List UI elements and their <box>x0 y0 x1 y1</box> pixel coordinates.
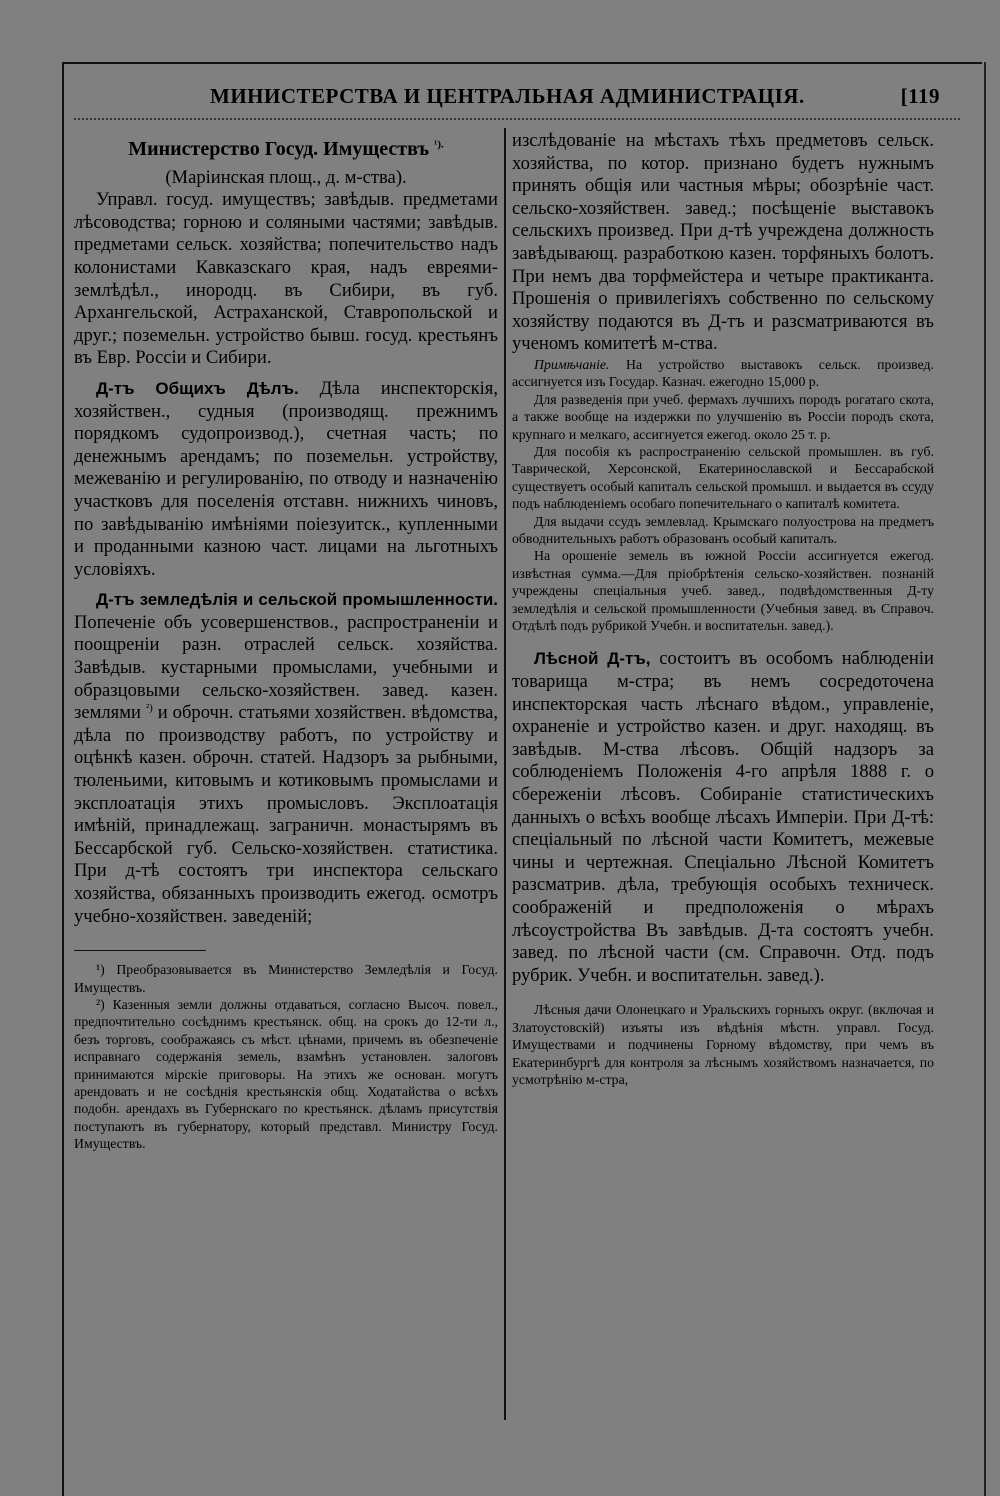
dept-forestry <box>512 648 934 987</box>
ministry-address: (Маріинская площ., д. м-ства). <box>165 166 407 188</box>
column-divider <box>504 128 506 1420</box>
page-frame-top <box>62 62 982 64</box>
page-number: [119 <box>900 84 940 108</box>
note-irrigation: На орошеніе земель въ южной Россіи ассигнуется ежегод. извѣстная сумма.—Для пріобрѣтенія сельско-хозяйствен. познаній учреждены спеціальныя учеб. завед., подвѣдомственныя Д-ту земледѣлія и сельской промышленности (Учебныя завед. въ Справоч. Отдѣлѣ подъ рубрикой Учебн. и воспитательн. завед.). <box>512 548 934 634</box>
footnote-2: ²) Казенныя земли должны отдаваться, согласно Высоч. повел., предпочтительно сосѣднимъ крестьянск. общ. на срокъ до 12-ти л., безъ торговъ, соображаясь съ мѣст. цѣнами, причемъ въ обезпеченіе исправнаго содержанія земель, взамѣнъ установлен. залоговъ принимаются мірскіе приговоры. На этихъ же основан. могутъ арендовать и не сосѣднія крестьянскія общ. Ходатайства о всѣхъ подобн. арендахъ въ Губернскаго по крестьянск. дѣламъ присутствія поступаютъ въ губернатору, который представл. Министру Госуд. Имуществъ. <box>74 997 498 1152</box>
note-livestock: Для разведенія при учеб. фермахъ лучшихъ породъ рогатаго скота, а также вообще на издержки по улучшенію въ Россіи породъ скота, крупнаго и мелкаго, ассигнуется ежегод. около 25 т. р. <box>512 391 934 442</box>
note-industry-capital: Для пособія къ распространенію сельской промышлен. въ губ. Таврической, Херсонской, Екатеринославской и Бессарабской существуетъ особый капиталъ сельской промышл. и выдается въ ссуду подъ наблюденіемъ особаго попечительнаго о капиталѣ комитета. <box>512 443 934 512</box>
note-forest-dachas: Лѣсныя дачи Олонецкаго и Уральскихъ горныхъ округ. (включая и Златоустовскій) изъяты изъ вѣдѣнія мѣстн. управл. Госуд. Имуществами и подчинены Горному вѣдомству, при чемъ въ Екатеринбургѣ для контроля за лѣснымъ хозяйствомъ назначается, по усмотрѣнію м-стра, <box>512 1002 934 1087</box>
page-frame-left <box>62 62 64 1496</box>
page-frame-right <box>984 62 986 1496</box>
right-column <box>512 130 934 1088</box>
dept-agriculture-text-a: Попеченіе объ усовершенствов., распространеніи и поощреніи разн. отраслей сельск. хозяйства. Завѣдыв. кустарными промыслами, учебными и образцовыми сельско-хозяйствен. завед. казен. землями <box>74 611 498 724</box>
left-column <box>74 130 498 1153</box>
note-label: Примѣчаніе. <box>534 356 610 372</box>
dept-forestry-title: Лѣсной Д-тъ, <box>534 649 651 669</box>
footnote-1: ¹) Преобразовывается въ Министерство Земледѣлія и Госуд. Имуществъ. <box>74 962 498 995</box>
note-crimea-loans: Для выдачи ссудъ землевлад. Крымскаго полуострова на предметъ обводнительныхъ работъ образованъ особый капиталъ. <box>512 513 934 546</box>
dept-forestry-text: состоитъ въ особомъ наблюденіи товарища м-стра; въ немъ сосредоточена инспекторская часть лѣснаго вѣдом., управленіе, охраненіе и устройство казен. и друг. находящ. въ завѣдыв. М-ства лѣсовъ. Общій надзоръ за соблюденіемъ Положенія 4-го апрѣля 1888 г. о сбереженіи лѣсовъ. Собираніе статистическихъ данныхъ о всѣхъ вообще лѣсахъ Имперіи. При Д-тѣ: спеціальный по лѣсной части Комитетъ, межевые чины и чертежная. Спеціально Лѣсной Комитетъ разсматрив. дѣла, требующія особыхъ техническ. соображеній и предположенія о мѣрахъ лѣсоустройства Въ завѣдыв. Д-та состоятъ учебн. завед. по лѣсной части (см. Справочн. Отд. подъ рубрик. Учебн. и воспитательн. завед.). <box>512 648 934 986</box>
running-title: МИНИСТЕРСТВА И ЦЕНТРАЛЬНАЯ АДМИНИСТРАЦІЯ. <box>210 84 805 108</box>
agriculture-continued: изслѣдованіе на мѣстахъ тѣхъ предметовъ сельск. хозяйства, по котор. признано будетъ нужнымъ принять общія или частныя мѣры; обозрѣніе част. сельско-хозяйствен. завед.; посѣщеніе выставокъ сельскихъ произвед. При д-тѣ учреждена должность завѣдывающ. разработкою казен. торфяныхъ болотъ. При немъ два торфмейстера и четыре практиканта. Прошенія о привилегіяхъ собственно по сельскому хозяйству подаются въ Д-тъ и разсматриваются въ ученомъ комитетѣ м-ства. <box>512 130 934 355</box>
dept-agriculture-text-b: и оброчн. статьями хозяйствен. вѣдомства, дѣла по производству работъ, по устройству и оцѣнкѣ казен. оброчн. статей. Надзоръ за рыбными, тюленьими, китовымъ и котиковымъ промыслами и эксплоатація этихъ промысловъ. Эксплоатація имѣній, принадлежащ. заграничн. монастырямъ въ Бессарбской губ. Сельско-хозяйствен. статистика. При д-тѣ состоятъ три инспектора сельскаго хозяйства, обязанныхъ производить ежегод. осмотръ учебно-хозяйствен. заведеній; <box>74 702 498 927</box>
running-header <box>72 84 940 114</box>
dept-general-affairs-text: Дѣла инспекторскія, хозяйствен., судныя (производящ. прежнимъ порядкомъ судопроизвод.), счетная часть; по денежнымъ арендамъ; по поземельн. устройству, межеванію и регулированію, по отводу и назначенію участковъ для поселенія отставн. нижнихъ чиновъ, по завѣдыванію имѣніями поіезуитск., купленными и проданными казною част. лицами на льготныхъ условіяхъ. <box>74 377 499 580</box>
header-rule <box>74 118 960 120</box>
dept-agriculture-footnote-ref: ²) <box>145 702 153 715</box>
dept-agriculture-title: Д-тъ земледѣлія и сельской промышленности. <box>96 590 498 610</box>
note-exhibitions <box>512 356 934 391</box>
dept-general-affairs-title: Д-тъ Общихъ Дѣлъ. <box>96 378 299 398</box>
dept-agriculture <box>74 589 498 928</box>
ministry-title-text: Министерство Госуд. Имуществъ <box>128 138 430 160</box>
note-exhibitions-text: На устройство выставокъ сельск. произвед. ассигнуется изъ Государ. Казнач. ежегодно 15,000 р. <box>512 356 934 390</box>
footnote-rule <box>74 950 206 951</box>
dept-general-affairs <box>74 378 498 581</box>
ministry-intro: Управл. госуд. имуществъ; завѣдыв. предметами лѣсоводства; горною и соляными частями; завѣдыв. предметами сельск. хозяйства; попечительство надъ колонистами Кавказскаго края, надъ евреями-землѣдѣл., инородц. въ Сибири, въ губ. Архангельской, Астраханской, Ставропольской и друг.; поземельн. устройство бывш. госуд. крестьянъ въ Евр. Россіи и Сибири. <box>74 189 498 369</box>
ministry-title-footnote-ref: ¹). <box>434 138 444 151</box>
ministry-title <box>74 138 498 161</box>
